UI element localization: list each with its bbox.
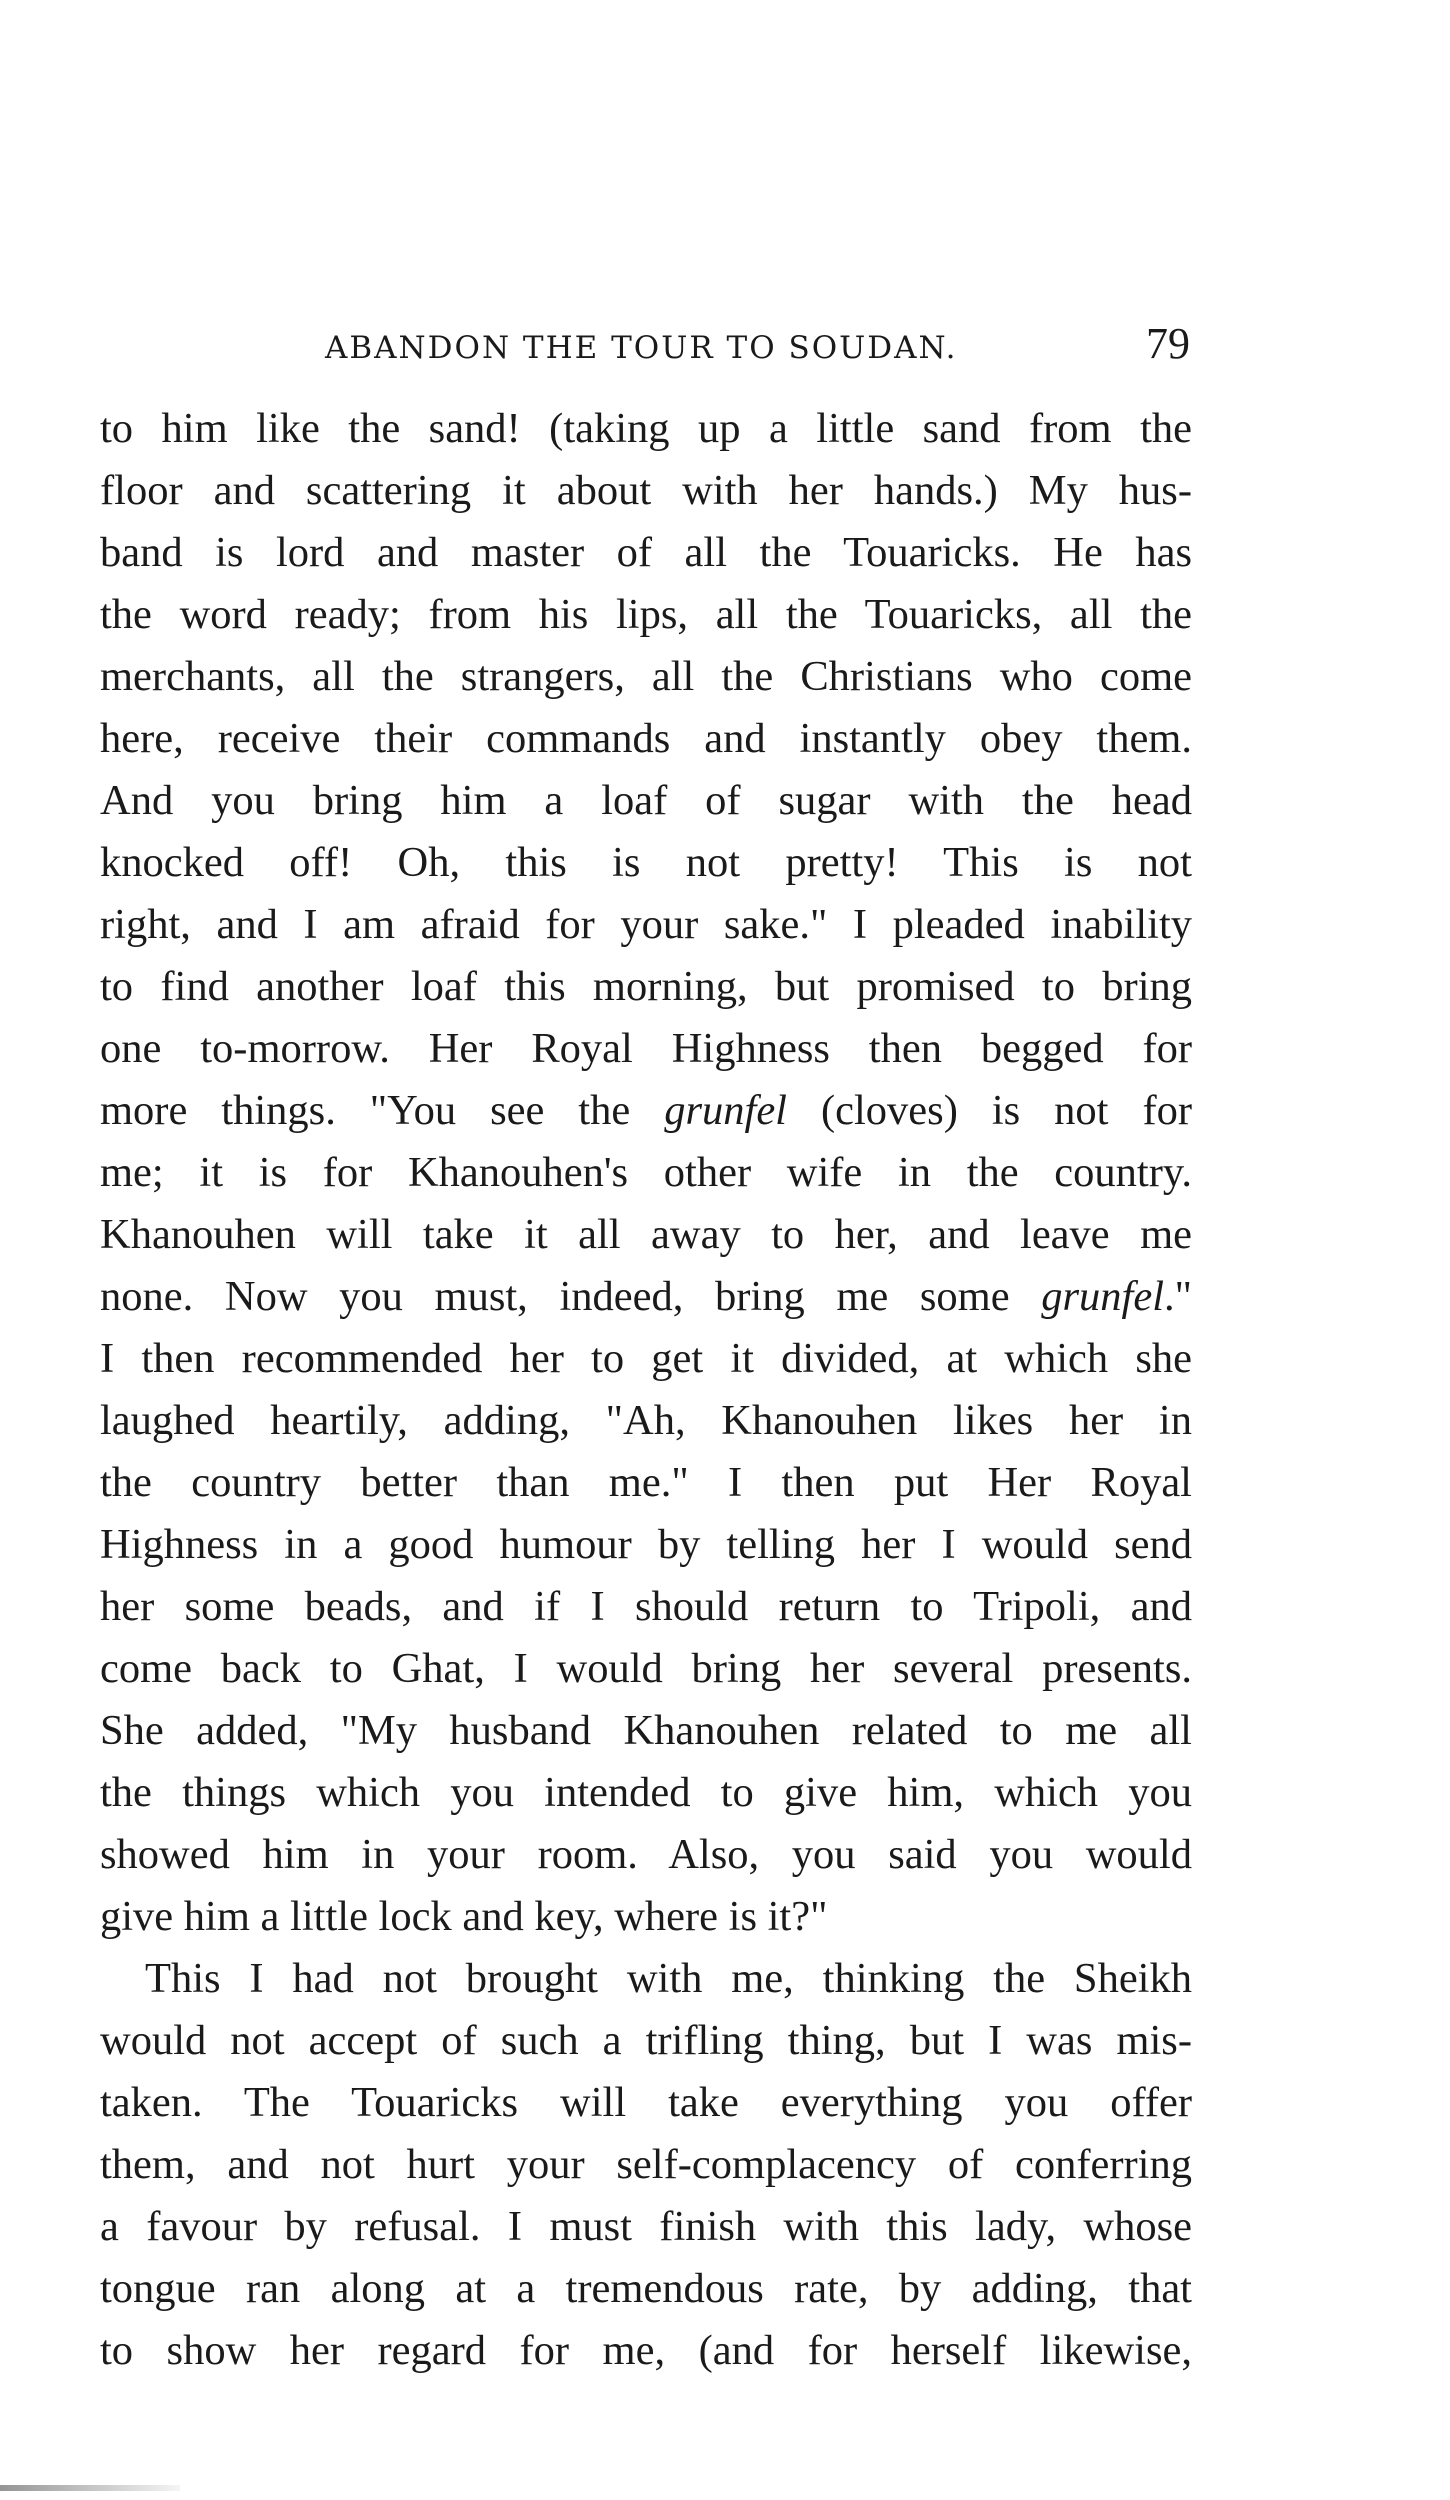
text-line: tongue ran along at a tremendous rate, by adding, that (100, 2265, 1192, 2312)
text-line: And you bring him a loaf of sugar with the head (100, 777, 1192, 824)
body-text (100, 398, 1192, 2382)
text-line: right, and I am afraid for your sake." I pleaded inability (100, 901, 1192, 948)
text-line: them, and not hurt your self-complacency of conferring (100, 2141, 1192, 2188)
italic-term: grunfel (664, 1087, 787, 1134)
text-line: here, receive their commands and instantly obey them. (100, 715, 1192, 762)
text-line: This I had not brought with me, thinking the Sheikh (145, 1955, 1192, 2002)
text-segment: (cloves) is not for (787, 1087, 1192, 1134)
text-line: to him like the sand! (taking up a little sand from the (100, 405, 1192, 452)
text-line (100, 1266, 1192, 1328)
text-line: band is lord and master of all the Touaricks. He has (100, 529, 1192, 576)
text-line: give him a little lock and key, where is it?" (100, 1893, 828, 1940)
text-line: a favour by refusal. I must finish with this lady, whose (100, 2203, 1192, 2250)
italic-term: grunfel (1041, 1273, 1165, 1320)
text-line: I then recommended her to get it divided, at which she (100, 1335, 1192, 1382)
text-line: to find another loaf this morning, but promised to bring (100, 963, 1192, 1010)
running-head (100, 318, 1190, 378)
text-line: the country better than me." I then put Her Royal (100, 1459, 1192, 1506)
text-line: She added, "My husband Khanouhen related to me all (100, 1707, 1192, 1754)
text-line: the things which you intended to give him, which you (100, 1769, 1192, 1816)
text-line (100, 1080, 1192, 1142)
text-line: floor and scattering it about with her hands.) My hus- (100, 467, 1192, 514)
text-segment: none. Now you must, indeed, bring me some (100, 1273, 1042, 1320)
text-line: me; it is for Khanouhen's other wife in the country. (100, 1149, 1192, 1196)
text-line: to show her regard for me, (and for herself likewise, (100, 2327, 1192, 2374)
text-line: her some beads, and if I should return to Tripoli, and (100, 1583, 1192, 1630)
print-smudge (0, 2485, 180, 2491)
page-number: 79 (1146, 319, 1190, 368)
text-line: one to-morrow. Her Royal Highness then begged for (100, 1025, 1192, 1072)
text-line: Khanouhen will take it all away to her, and leave me (100, 1211, 1192, 1258)
text-line: showed him in your room. Also, you said you would (100, 1831, 1192, 1878)
text-line: knocked off! Oh, this is not pretty! This is not (100, 839, 1192, 886)
text-line: the word ready; from his lips, all the Touaricks, all the (100, 591, 1192, 638)
text-segment: ." (1164, 1273, 1192, 1320)
text-line: Highness in a good humour by telling her I would send (100, 1521, 1192, 1568)
text-line: merchants, all the strangers, all the Christians who come (100, 653, 1192, 700)
text-line: would not accept of such a trifling thing, but I was mis- (100, 2017, 1192, 2064)
text-line: laughed heartily, adding, "Ah, Khanouhen likes her in (100, 1397, 1192, 1444)
text-segment: more things. "You see the (100, 1087, 665, 1134)
text-line: come back to Ghat, I would bring her several presents. (100, 1645, 1192, 1692)
running-title: ABANDON THE TOUR TO SOUDAN. (325, 330, 958, 366)
text-line: taken. The Touaricks will take everything you offer (100, 2079, 1192, 2126)
